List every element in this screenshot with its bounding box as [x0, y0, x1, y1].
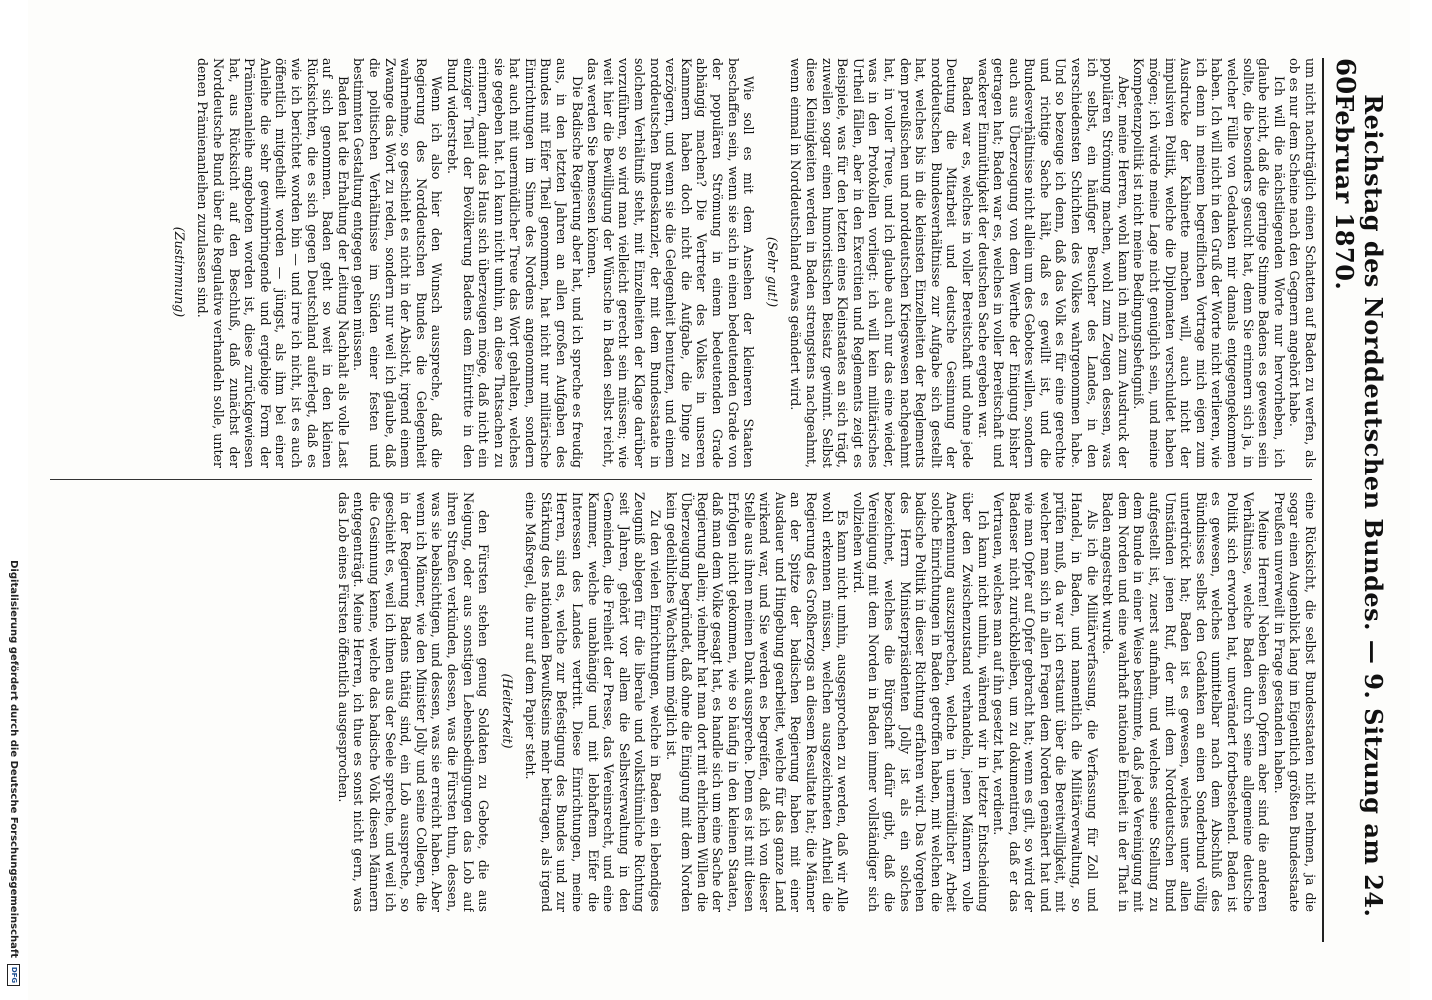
- paragraph: den Fürsten stehen genug Soldaten zu Gebote, die aus Neigung, oder aus sonstigen Lebensbedingungen das Lob auf ihren Straßen verkünden, dessen, was die Fürsten thun, dessen, was sie beabsichtigen, und dessen, was sie erreicht haben. Aber wenn ich Männer, wie den Minister Jolly und seine Collegen, die in der Regierung Badens thätig sind, ein Lob ausspreche, so geschieht es, weil ich ihnen aus der Seele spreche, und weil ich die Gesinnung kenne, welche das badische Volk diesen Männern entgegenträgt. Meine Herren, ich thue es sonst nicht gern, was das Lob eines Fürsten öffentlich ausgesprochen.: [335, 492, 492, 912]
- paragraph: eine Rücksicht, die selbst Bundesstaaten nicht nehmen, ja die sogar einen Augenblick lang im Eigentlich größten Bundesstaate Preußen unverweilt in Frage gestanden haben.: [1271, 492, 1318, 912]
- paragraph: Die Badische Regierung aber hat, und ich spreche es freudig aus, in den letzten Jahren an allen großen Aufgaben des Bundes mit Eifer Theil genommen, hat nicht nur militärische Einrichtungen im Sinne des Nordens angenommen, sondern hat auch mit unermüdlicher Treue das Wort gehalten, welches sie gegeben hat. Ich kann nicht umhin, an diese Thatsachen zu erinnern, damit das Haus sich überzeugen möge, daß nicht ein einziger Theil der Bevölkerung Badens dem Eintritte in den Bund widerstrebt.: [444, 58, 585, 468]
- page-number: 60: [1330, 58, 1360, 95]
- paragraph: Ich will die nächstliegenden Worte nur hervorheben, ich glaube nicht, daß die geringe Stimme Badens es gewesen sein sollte, die besonders gesucht hat, denn Sie erinnern sich ja, in welcher Fülle von Gedanken mir damals entgegengekommen haben. Ich will nicht in den Gruß der Worte nicht verlieren, wie ich denn in meinem begreiflichen Vortrage mich eigen zum Ausdrucke der Kabinette machen will, auch nicht der impulsiven Politik, welche die Diplomaten verschuldet haben mögen; ich würde meine Lage nicht genüglich sein, und meine Kompetenzpolitik ist nicht meine Bedingungsbefugniß.: [1131, 58, 1287, 468]
- digitization-credit: [0, 0, 28, 1000]
- paragraph: Ich kann nicht umhin, während wir in letzter Entscheidung über den Zwischenzustand verhandeln, jenen Männern volle Anerkennung auszusprechen, welche in unermüdlicher Arbeit solche Einrichtungen in Baden getroffen haben, mit welchen die badische Politik in dieser Richtung erfahren wird. Das Vorgehen des Herrn Ministerpräsidenten Jolly ist als ein solches bezeichnet, welches die Bürgschaft dafür gibt, daß die Vereinigung mit dem Norden in Baden immer vollständiger sich vollziehen wird.: [850, 492, 991, 912]
- paragraph: Aber, meine Herren, wohl kann ich mich zum Ausdruck der populären Strömung machen, wohl zum Zeugen dessen, was ich selbst, ein häufiger Besucher des Landes, in den verschiedensten Schichten des Volkes wahrgenommen habe. Und so bezeuge ich denn, daß das Volk es für eine gerechte und richtige Sache hält, daß es gewillt ist, und die Bundesverhältnisse nicht allein um des Gebotes willen, sondern auch aus Überzeugung von dem Werthe der Einigung bisher getragen hat; Baden war es, welches in voller Bereitschaft und wackerer Einmüthigkeit der deutschen Sache ergeben war.: [975, 58, 1131, 468]
- right-column: [40, 492, 1318, 912]
- paragraph: um nicht nachträglich einen Schatten auf Baden zu werfen, als ob es nur dem Scheine nach den Gegnern angehört habe.: [1287, 58, 1318, 468]
- paragraph: Meine Herren! Neben diesen Opfern aber sind die anderen Verhältnisse, welche Baden durch seine allgemeine deutsche Politik sich erworben hat, unverändert fortbestehend. Baden ist es gewesen, welches unmittelbar nach dem Abschluß des Bündnisses selbst den Gedanken an einen Sonderbund völlig unterdrückt hat; Baden ist es gewesen, welches unter allen Umständen jenen Ruf, der mit dem Norddeutschen Bund aufgestellt ist, zuerst aufnahm, und welches seine Stellung zu dem Bunde in einer Weise bestimmte, daß jede Vereinigung mit dem Norden und eine wahrhaft nationale Einheit in der That in Baden angestrebt wurde.: [1100, 492, 1272, 912]
- paragraph: Es kann nicht umhin, ausgesprochen zu werden, daß wir Alle wohl erkennen müssen, welchen ausgezeichneten Antheil die Regierung des Großherzogs an diesem Resultate hat; die Männer an der Spitze der badischen Regierung haben mit einer Ausdauer und Hingebung gearbeitet, welche für das ganze Land wirkend war, und Sie werden es begreifen, daß ich von dieser Stelle aus ihnen meinen Dank ausspreche. Denn es ist mit diesen Erfolgen nicht gekommen, wie so häufig in den kleinen Staaten, daß man dem Volke gesagt hat, es handle sich um eine Sache der Regierung allein; vielmehr hat man dort mit ehrlichem Willen die Überzeugung begründet, daß ohne die Einigung mit dem Norden kein gedeihliches Wachsthum möglich ist.: [663, 492, 851, 912]
- page-body: [40, 58, 1318, 942]
- dfg-logo-icon: DFG: [8, 964, 21, 986]
- running-title: Reichstag des Norddeutschen Bundes. — 9. Sitzung am 24. Februar 1870.: [1330, 94, 1388, 918]
- interjection: (Sehr gut!): [764, 236, 780, 308]
- column-divider: [50, 479, 1312, 480]
- interjection: (Zustimmung): [171, 226, 187, 318]
- paragraph: Als ich die Militärverfassung, die Verfassung für Zoll und Handel, in Baden, und namentlich die Militärverwaltung, so prüfen muß, da war ich erstaunt über die Bereitwilligkeit, mit welcher man sich in allen Fragen dem Norden genähert hat und wie man Opfer auf Opfer gebracht hat; wenn es gilt, so wird der Badenser nicht zurückbleiben, um zu dokumentiren, daß er das Vertrauen, welches man auf ihn gesetzt hat, verdient.: [991, 492, 1100, 912]
- paragraph: Wie soll es mit dem Ansehen der kleineren Staaten beschaffen sein, wenn sie sich in einen bedeutenden Grade von der populären Strömung in einem bedeutenden Grade abhängig machen? Die Vertreter des Volkes in unseren Kammern haben doch nicht die Aufgabe, die Dinge zu verzögern, und wenn sie die Gelegenheit benutzen, und einem norddeutschen Bundeskanzler, der mit dem Bundesstaate in solchem Verhältniß steht, mit Einzelheiten der Klage darüber vorzuführen, so wird man vielleicht gerecht sein müssen; wie weit hier die Bewilligung der Wünsche in Baden selbst reicht, das werden Sie bemessen können.: [585, 58, 757, 468]
- left-column: [40, 58, 1318, 468]
- interjection: (Heiterkeit): [499, 673, 515, 749]
- page-header: [1322, 58, 1388, 942]
- paragraph: Zu den vielen Einrichtungen, welche in Baden ein lebendiges Zeugniß ablegen für die liberale und volksthümliche Richtung seit Jahren, gehört vor allem die Selbstverwaltung in den Gemeinden, die Freiheit der Presse, das Vereinsrecht, und eine Kammer, welche unabhängig und mit lebhaftem Eifer die Interessen des Landes vertritt. Diese Einrichtungen, meine Herren, sind es, welche zur Befestigung des Bundes und zur Stärkung des nationalen Bewußtseins mehr beitragen, als irgend eine Maßregel, die nur auf dem Papier steht.: [523, 492, 664, 912]
- paragraph: Baden war es, welches in voller Bereitschaft und ohne jede Deutung die Mitarbeit und deutsche Gesinnung der norddeutschen Bundesverhältnisse zur Aufgabe sich gestellt hat, welches bis in die kleinsten Einzelheiten der Reglements dem preußischen und norddeutschen Kriegswesen nachgeahmt hat, in voller Treue, und ich glaube auch nur das eine wieder, was in den Protokollen vorliegt: ich will kein militärisches Urtheil fällen, aber in den Exercitien und Reglements zeigt es Beispiele, was für den letzten eines Kleinstaates an sich trägt, zuweilen sogar einen humoristischen Beisatz gewinnt. Selbst diese Kleinigkeiten werden in Baden strengstens nachgeahmt, wenn einmal in Norddeutschland etwas geändert wird.: [788, 58, 975, 468]
- paragraph: Baden hat die Erhaltung der Leitung Nachhalt als volle Last auf sich genommen. Baden geht so weit in den kleinen Rücksichten, die es sich gegen Deutschland auferlegt, daß es wie ich berichtet worden bin — und irre ich nicht, ist es auch öffentlich mitgetheilt worden — jüngst, als ihm bei einer Anleihe die sehr gewinnbringende und ergiebige Form der Prämienanleihe angeboten worden ist, diese zurückgewiesen hat, aus Rücksicht auf den Beschluß, daß zunächst der Norddeutsche Bund über die Regulative verhandeln solle, unter denen Prämienanleihen zuzulassen sind.: [195, 58, 351, 468]
- paragraph: Wenn ich also hier den Wunsch ausspreche, daß die Regierung des Norddeutschen Bundes die Gelegenheit wahrnehme, so geschieht es nicht in der Absicht, irgend einem Zwange das Wort zu reden, sondern nur weil ich glaube, daß die politischen Verhältnisse im Süden einer festen und bestimmten Gestaltung entgegen gehen müssen.: [351, 58, 445, 468]
- credit-text: Digitalisierung gefördert durch die Deutsche Forschungsgemeinschaft: [8, 560, 20, 958]
